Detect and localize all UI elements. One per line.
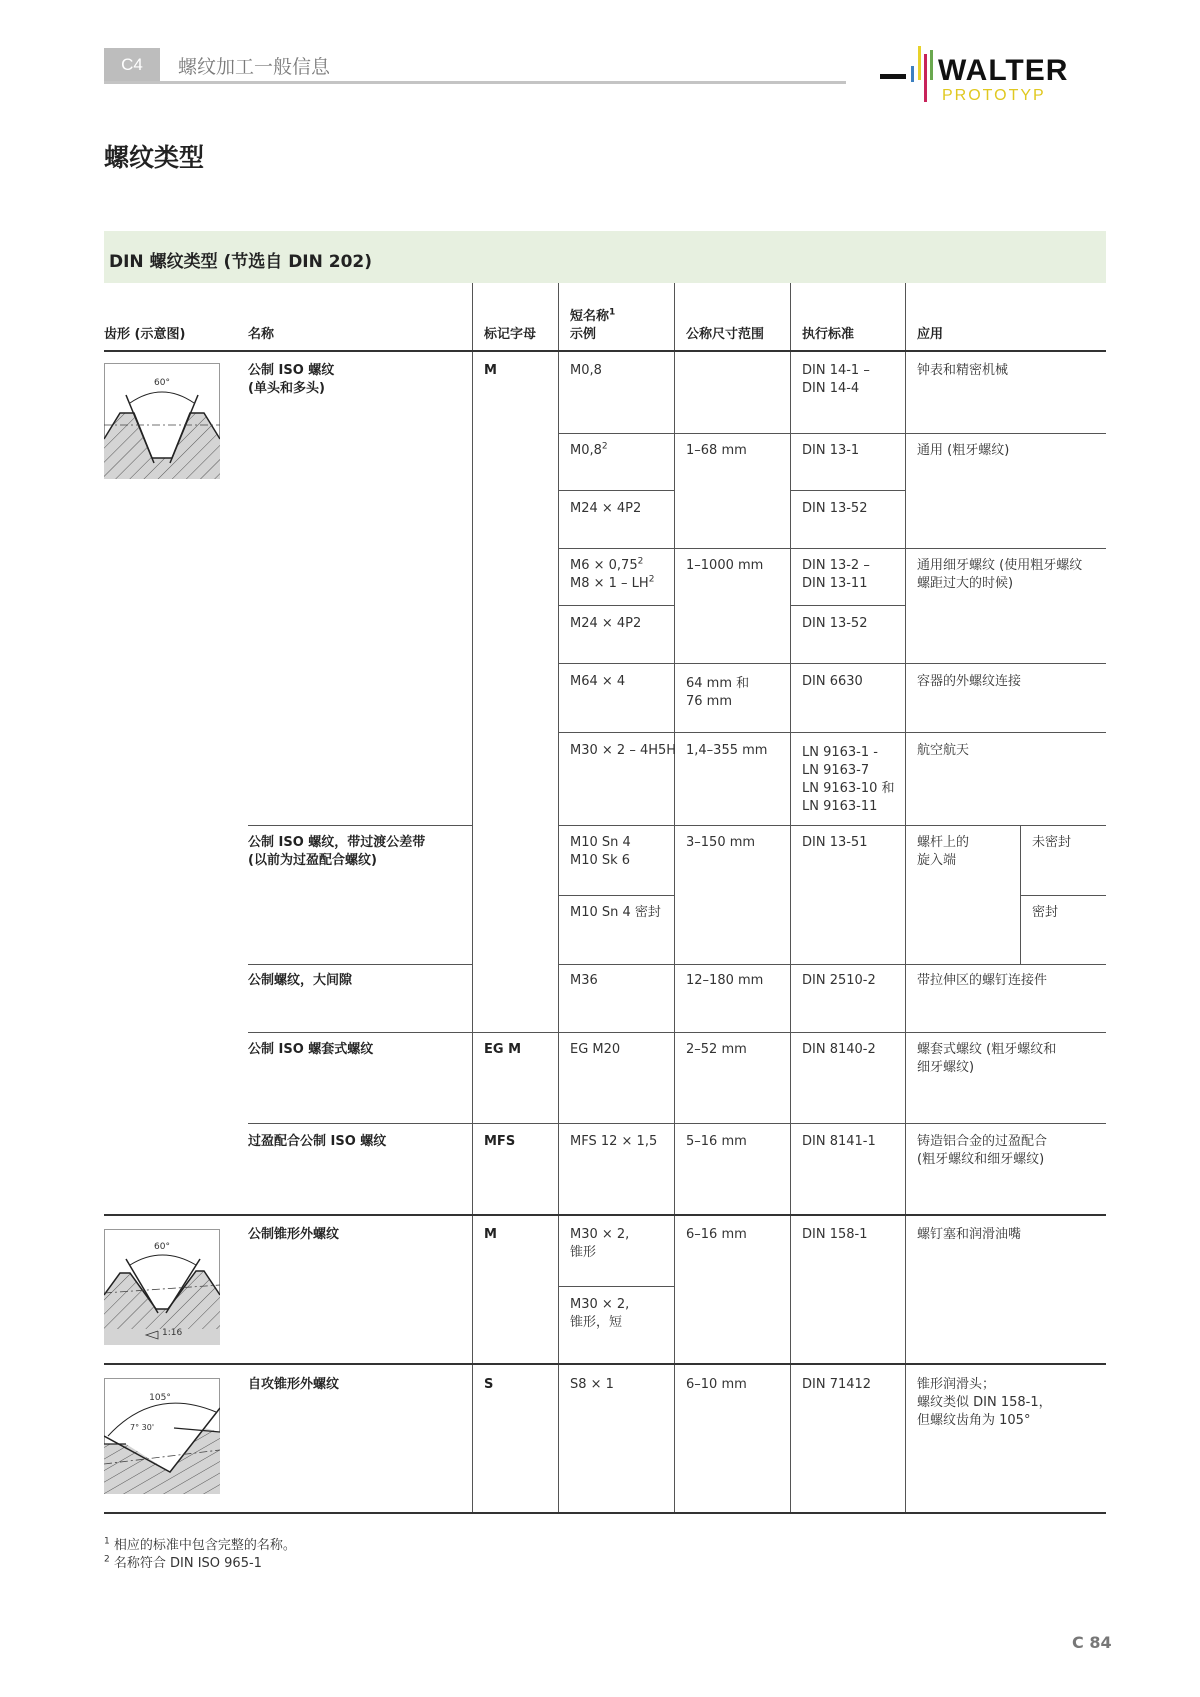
svg-text:WALTER: WALTER xyxy=(938,54,1069,87)
iso-r7-example: M30 × 2 – 4H5H xyxy=(570,743,677,758)
transition-range: 3–150 mm xyxy=(686,835,756,850)
col-header-name: 名称 xyxy=(248,327,275,342)
large-clearance-example: M36 xyxy=(570,973,598,988)
svg-text:PROTOTYP: PROTOTYP xyxy=(942,87,1046,104)
transition-application-1: 螺杆上的 xyxy=(917,835,970,850)
col-divider-letter xyxy=(472,283,473,1513)
iso-r3-example: M24 × 4P2 xyxy=(570,501,642,516)
taper-application: 螺钉塞和润滑油嘴 xyxy=(917,1227,1022,1242)
transition-name: 公制 ISO 螺纹，带过渡公差带 xyxy=(248,835,426,850)
svg-text:105°: 105° xyxy=(149,1393,171,1403)
iso-r4-example-1: $M6 \times 0,75^2$ xyxy=(570,556,644,573)
svg-text:1:16: 1:16 xyxy=(162,1328,183,1338)
chapter-title: 螺纹加工一般信息 xyxy=(178,56,331,78)
iso-letter: M xyxy=(484,363,497,378)
insert-application-1: 螺套式螺纹 (粗牙螺纹和 xyxy=(917,1042,1057,1057)
insert-letter: EG M xyxy=(484,1042,522,1057)
iso-r7-standard-1: LN 9163-1 - xyxy=(802,745,878,760)
large-clearance-name: 公制螺纹，大间隙 xyxy=(248,973,353,988)
iso-r7-standard-3: LN 9163-10 和 xyxy=(802,781,895,796)
iso-r5-standard: DIN 13-52 xyxy=(802,616,868,631)
iso-r4-application-1: 通用细牙螺纹 (使用粗牙螺纹 xyxy=(917,558,1083,573)
header-divider xyxy=(104,81,846,84)
footnote-2: $^2$ 名称符合 DIN ISO 965-1 xyxy=(104,1554,262,1571)
taper-range: 6–16 mm xyxy=(686,1227,747,1242)
svg-text:7° 30': 7° 30' xyxy=(130,1423,155,1432)
col-header-profile: 齿形 (示意图) xyxy=(104,327,186,342)
col-divider-application xyxy=(905,283,906,1513)
iso-r4-application-2: 螺距过大的时候) xyxy=(917,576,1014,591)
insert-range: 2–52 mm xyxy=(686,1042,747,1057)
taper-r1-example-1: M30 × 2, xyxy=(570,1227,630,1242)
iso-thread-profile-icon xyxy=(104,363,220,479)
page-number: C 84 xyxy=(1072,1633,1112,1652)
col-header-example: 示例 xyxy=(570,327,597,342)
iso-r6-example: M64 × 4 xyxy=(570,674,626,689)
self-tapping-application-2: 螺纹类似 DIN 158-1， xyxy=(917,1395,1052,1410)
self-tapping-example: S8 × 1 xyxy=(570,1377,614,1392)
iso-r6-range-2: 76 mm xyxy=(686,694,733,709)
chapter-badge: C4 xyxy=(104,48,160,82)
iso-r4-example-2: $M8 \times 1 - LH^2$ xyxy=(570,574,655,591)
transition-application-2: 旋入端 xyxy=(917,853,957,868)
self-tapping-application-3: 但螺纹齿角为 105° xyxy=(917,1413,1031,1428)
taper-r1-example-2: 锥形 xyxy=(570,1245,597,1260)
section-title: DIN 螺纹类型 (节选自 DIN 202) xyxy=(109,252,373,272)
interference-range: 5–16 mm xyxy=(686,1134,747,1149)
large-clearance-range: 12–180 mm xyxy=(686,973,764,988)
iso-r4-standard-2: DIN 13-11 xyxy=(802,576,868,591)
iso-r7-standard-2: LN 9163-7 xyxy=(802,763,870,778)
transition-r1-example-2: M10 Sk 6 xyxy=(570,853,631,868)
iso-r5-example: M24 × 4P2 xyxy=(570,616,642,631)
taper-name: 公制锥形外螺纹 xyxy=(248,1227,340,1242)
svg-text:60°: 60° xyxy=(154,378,170,388)
iso-r2-example: $M0,8^2$ xyxy=(570,441,608,458)
iso-r6-standard: DIN 6630 xyxy=(802,674,863,689)
iso-r1-application: 钟表和精密机械 xyxy=(917,363,1009,378)
taper-r2-example-1: M30 × 2, xyxy=(570,1297,630,1312)
interference-example: MFS 12 × 1,5 xyxy=(570,1134,658,1149)
interference-standard: DIN 8141-1 xyxy=(802,1134,876,1149)
iso-r7-application: 航空航天 xyxy=(917,743,970,758)
iso-r1-standard-1: DIN 14-1 – xyxy=(802,363,870,378)
iso-r1-standard-2: DIN 14-4 xyxy=(802,381,860,396)
col-divider-example xyxy=(558,283,559,1513)
self-tapping-profile-icon xyxy=(104,1378,220,1494)
iso-r2-standard: DIN 13-1 xyxy=(802,443,860,458)
insert-application-2: 细牙螺纹) xyxy=(917,1060,975,1075)
iso-r4-standard-1: DIN 13-2 – xyxy=(802,558,870,573)
iso-r2-application: 通用 (粗牙螺纹) xyxy=(917,443,1010,458)
self-tapping-standard: DIN 71412 xyxy=(802,1377,872,1392)
taper-letter: M xyxy=(484,1227,497,1242)
walter-logo xyxy=(880,44,1110,106)
col-header-range: 公称尺寸范围 xyxy=(686,327,765,342)
page-title: 螺纹类型 xyxy=(104,143,205,172)
col-header-letter: 标记字母 xyxy=(484,327,537,342)
transition-r2-sub: 密封 xyxy=(1032,905,1059,920)
taper-r2-example-2: 锥形，短 xyxy=(570,1315,623,1330)
iso-r7-standard-4: LN 9163-11 xyxy=(802,799,878,814)
insert-example: EG M20 xyxy=(570,1042,621,1057)
iso-name-sub: (单头和多头) xyxy=(248,381,325,396)
self-tapping-name: 自攻锥形外螺纹 xyxy=(248,1377,340,1392)
interference-application-1: 铸造铝合金的过盈配合 xyxy=(917,1134,1048,1149)
self-tapping-application-1: 锥形润滑头； xyxy=(917,1377,996,1392)
taper-standard: DIN 158-1 xyxy=(802,1227,868,1242)
self-tapping-range: 6–10 mm xyxy=(686,1377,747,1392)
iso-r2-range: 1–68 mm xyxy=(686,443,747,458)
iso-r6-application: 容器的外螺纹连接 xyxy=(917,674,1022,689)
transition-name-sub: (以前为过盈配合螺纹) xyxy=(248,853,377,868)
iso-r4-range: 1–1000 mm xyxy=(686,558,764,573)
iso-r7-range: 1,4–355 mm xyxy=(686,743,768,758)
iso-r1-example: M0,8 xyxy=(570,363,602,378)
col-divider-standard xyxy=(790,283,791,1513)
logo-dash-icon xyxy=(880,74,906,79)
taper-thread-profile-icon xyxy=(104,1229,220,1345)
iso-r6-range-1: 64 mm 和 xyxy=(686,676,750,691)
transition-r2-example: M10 Sn 4 密封 xyxy=(570,905,661,920)
header-rule xyxy=(104,350,1106,352)
large-clearance-application: 带拉伸区的螺钉连接件 xyxy=(917,973,1048,988)
self-tapping-letter: S xyxy=(484,1377,494,1392)
svg-text:60°: 60° xyxy=(154,1242,170,1252)
transition-standard: DIN 13-51 xyxy=(802,835,868,850)
col-header-standard: 执行标准 xyxy=(802,327,855,342)
insert-standard: DIN 8140-2 xyxy=(802,1042,876,1057)
transition-r1-example-1: M10 Sn 4 xyxy=(570,835,631,850)
interference-name: 过盈配合公制 ISO 螺纹 xyxy=(248,1134,387,1149)
interference-application-2: (粗牙螺纹和细牙螺纹) xyxy=(917,1152,1045,1167)
transition-r1-sub: 未密封 xyxy=(1032,835,1072,850)
footnote-1: $^1$ 相应的标准中包含完整的名称。 xyxy=(104,1536,296,1553)
large-clearance-standard: DIN 2510-2 xyxy=(802,973,876,988)
col-divider-range xyxy=(674,283,675,1513)
col-header-application: 应用 xyxy=(917,327,944,342)
col-header-short-name: 短名称$^1$ xyxy=(570,307,616,324)
iso-name: 公制 ISO 螺纹 xyxy=(248,363,335,378)
interference-letter: MFS xyxy=(484,1134,516,1149)
iso-r3-standard: DIN 13-52 xyxy=(802,501,868,516)
insert-name: 公制 ISO 螺套式螺纹 xyxy=(248,1042,374,1057)
